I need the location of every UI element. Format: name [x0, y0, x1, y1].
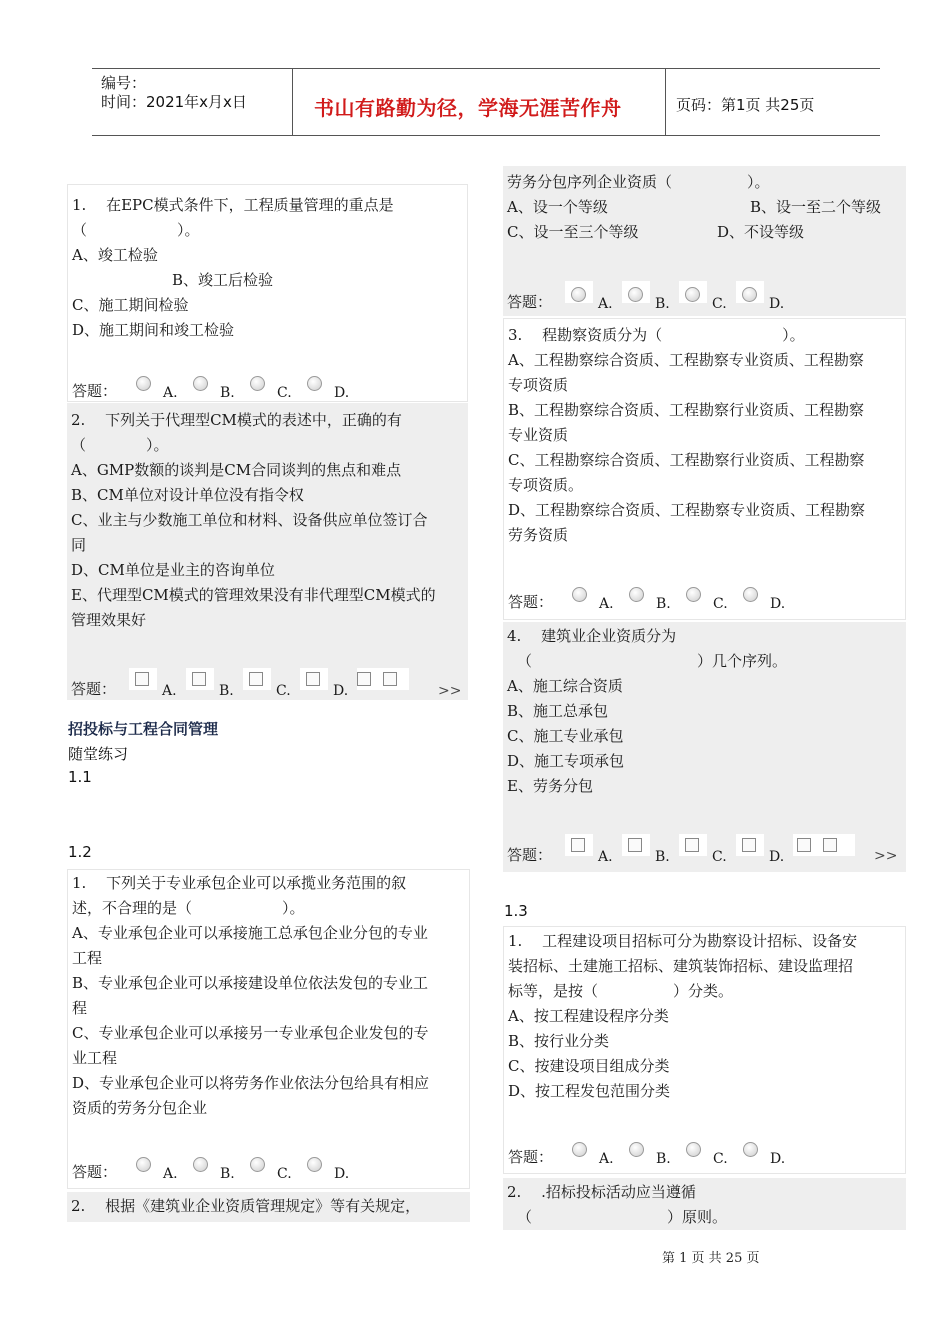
radio-icon[interactable]: [136, 376, 151, 391]
option-letter: B.: [656, 1151, 671, 1167]
option-c: C、施工期间检验: [72, 296, 189, 314]
answer-label: 答题：: [508, 593, 554, 611]
radio-icon[interactable]: [307, 1157, 322, 1172]
option-b: B、专业承包企业可以承接建设单位依法发包的专业工: [72, 974, 429, 992]
option-b: B、工程勘察综合资质、工程勘察行业资质、工程勘察: [508, 401, 865, 419]
answer-option-d[interactable]: [736, 291, 793, 315]
option-b: B、竣工后检验: [172, 271, 274, 289]
option-d-cont: 劳务资质: [508, 526, 569, 544]
radio-icon[interactable]: [686, 587, 701, 602]
option-c: C、施工专业承包: [507, 727, 624, 745]
question-stem: 1. 工程建设项目招标可分为勘察设计招标、设备安: [508, 932, 858, 950]
option-d-cont: 资质的劳务分包企业: [72, 1099, 208, 1117]
option-c: C、业主与少数施工单位和材料、设备供应单位签订合: [71, 511, 428, 529]
radio-icon[interactable]: [193, 376, 208, 391]
option-c: C、设一至三个等级: [507, 223, 639, 241]
option-letter: D.: [333, 683, 349, 699]
answer-option-b[interactable]: [186, 678, 243, 702]
answer-option-a[interactable]: [565, 844, 622, 868]
option-letter: A.: [163, 1166, 178, 1182]
option-e-cont: 管理效果好: [71, 611, 147, 629]
option-b: B、施工总承包: [507, 702, 609, 720]
option-letter: C.: [712, 296, 727, 312]
question-stem: 1. 在EPC模式条件下，工程质量管理的重点是: [72, 196, 394, 214]
option-letter: D.: [334, 1166, 350, 1182]
answer-option-b[interactable]: [623, 1146, 680, 1170]
option-b-cont: 程: [72, 999, 88, 1017]
checkbox-icon[interactable]: [306, 672, 320, 686]
option-letter: D.: [769, 849, 785, 865]
question-stem: 3. 程勘察资质分为（ ）。: [508, 326, 805, 344]
answer-row: [507, 843, 823, 868]
option-letter: A.: [599, 1151, 614, 1167]
answer-option-c[interactable]: [680, 1146, 737, 1170]
answer-label: 答题：: [507, 846, 553, 864]
page-footer: 第 1 页 共 25 页: [662, 1251, 760, 1266]
option-row-cd: [503, 220, 906, 245]
answer-row: [508, 590, 794, 615]
option-letter: C.: [713, 1151, 728, 1167]
option-d: D、按工程发包范围分类: [508, 1082, 671, 1100]
option-letter: C.: [276, 683, 291, 699]
option-a: A、GMP数额的谈判是CM合同谈判的焦点和难点: [71, 461, 402, 479]
answer-row: [508, 1145, 794, 1170]
checkbox-icon[interactable]: [571, 838, 585, 852]
answer-option-a[interactable]: [129, 678, 186, 702]
answer-option-d[interactable]: [737, 591, 794, 615]
option-a-cont: 专项资质: [508, 376, 569, 394]
radio-icon[interactable]: [629, 1142, 644, 1157]
option-letter: C.: [277, 385, 292, 401]
option-a: A、竣工检验: [72, 246, 158, 264]
question-card-bidding-classification: [503, 926, 906, 1174]
option-c-cont: 同: [71, 536, 87, 554]
checkbox-icon[interactable]: [135, 672, 149, 686]
option-c: C、工程勘察综合资质、工程勘察行业资质、工程勘察: [508, 451, 865, 469]
option-b-cont: 专业资质: [508, 426, 569, 444]
option-letter: C.: [712, 849, 727, 865]
checkbox-icon[interactable]: [249, 672, 263, 686]
header-page-info: 页码：第1页 共25页: [676, 96, 815, 114]
header-divider-1: [292, 68, 293, 136]
option-letter: C.: [713, 596, 728, 612]
question-stem-cont: 标等，是按（ ）分类。: [508, 982, 734, 1000]
question-stem-cont: （ ）。: [71, 436, 169, 454]
option-b: B、CM单位对设计单位没有指令权: [71, 486, 304, 504]
option-a: A、施工综合资质: [507, 677, 623, 695]
answer-row: [72, 1160, 358, 1185]
question-stem: 1. 下列关于专业承包企业可以承揽业务范围的叙: [72, 874, 407, 892]
answer-row: [72, 379, 358, 404]
checkbox-icon[interactable]: [797, 838, 811, 852]
radio-icon[interactable]: [628, 287, 643, 302]
answer-option-a[interactable]: [565, 291, 622, 315]
option-e: E、劳务分包: [507, 777, 593, 795]
practice-label: 随堂练习: [68, 745, 129, 763]
question-stem-cont: （ ）原则。: [517, 1208, 728, 1226]
question-stem: 劳务分包序列企业资质（ ）。: [507, 173, 770, 191]
header-bottom-border: [92, 135, 880, 136]
answer-option-a[interactable]: [566, 1146, 623, 1170]
answer-option-b[interactable]: [187, 1161, 244, 1185]
option-letter: D.: [769, 296, 785, 312]
answer-option-d[interactable]: [736, 844, 793, 868]
option-d: D、施工专项承包: [507, 752, 625, 770]
option-c: C、专业承包企业可以承接另一专业承包企业发包的专: [72, 1024, 429, 1042]
next-link[interactable]: >>: [874, 848, 898, 864]
option-letter: C.: [277, 1166, 292, 1182]
header-top-border: [92, 68, 880, 69]
question-card-bidding-principles: [503, 1178, 906, 1230]
radio-icon[interactable]: [307, 376, 322, 391]
option-a: A、设一个等级: [507, 198, 608, 216]
answer-option-c[interactable]: [679, 291, 736, 315]
question-stem-cont: 装招标、土建施工招标、建筑装饰招标、建设监理招: [508, 957, 854, 975]
answer-option-d[interactable]: [300, 678, 357, 702]
answer-option-c[interactable]: [680, 591, 737, 615]
section-number-1-2: 1.2: [68, 843, 92, 861]
radio-icon[interactable]: [686, 1142, 701, 1157]
checkbox-icon[interactable]: [823, 838, 837, 852]
question-card-qualification: [67, 1192, 470, 1222]
checkbox-icon[interactable]: [742, 838, 756, 852]
answer-option-b[interactable]: [623, 591, 680, 615]
option-letter: A.: [598, 296, 613, 312]
option-a: A、专业承包企业可以承接施工总承包企业分包的专业: [72, 924, 428, 942]
option-letter: A.: [598, 849, 613, 865]
checkbox-icon[interactable]: [628, 838, 642, 852]
option-d: D、施工期间和竣工检验: [72, 321, 235, 339]
option-e: E、代理型CM模式的管理效果没有非代理型CM模式的: [71, 586, 436, 604]
checkbox-icon[interactable]: [685, 838, 699, 852]
option-letter: D.: [770, 596, 786, 612]
radio-icon[interactable]: [571, 287, 586, 302]
option-d: D、不设等级: [717, 223, 805, 241]
radio-icon[interactable]: [629, 587, 644, 602]
header-time: 时间：2021年x月x日: [101, 93, 247, 111]
question-card-survey-qualification: [503, 318, 906, 620]
radio-icon[interactable]: [685, 287, 700, 302]
option-letter: A.: [599, 596, 614, 612]
question-card-construction-qualification: [503, 622, 906, 872]
checkbox-icon[interactable]: [192, 672, 206, 686]
question-stem: 2. .招标投标活动应当遵循: [507, 1183, 696, 1201]
option-a-cont: 工程: [72, 949, 103, 967]
header-number-label: 编号：: [101, 74, 147, 92]
option-c-cont: 业工程: [72, 1049, 118, 1067]
question-stem: 2. 下列关于代理型CM模式的表述中，正确的有: [71, 411, 402, 429]
answer-option-e[interactable]: [793, 844, 823, 868]
answer-label: 答题：: [507, 293, 553, 311]
answer-row: [71, 677, 387, 702]
option-b: B、设一至二个等级: [750, 198, 882, 216]
question-stem: 4. 建筑业企业资质分为: [507, 627, 677, 645]
answer-option-c[interactable]: [244, 380, 301, 404]
radio-icon[interactable]: [742, 287, 757, 302]
option-d: D、工程勘察综合资质、工程勘察专业资质、工程勘察: [508, 501, 866, 519]
option-d: D、专业承包企业可以将劳务作业依法分包给具有相应: [72, 1074, 430, 1092]
answer-option-d[interactable]: [301, 380, 358, 404]
section-number-1-1: 1.1: [68, 768, 92, 786]
option-letter: B.: [219, 683, 234, 699]
header-motto: 书山有路勤为径，学海无涯苦作舟: [314, 96, 622, 120]
answer-label: 答题：: [72, 382, 118, 400]
question-stem-cont: （ ）。: [72, 221, 200, 239]
answer-option-b[interactable]: [622, 844, 679, 868]
answer-label: 答题：: [71, 680, 117, 698]
radio-icon[interactable]: [743, 587, 758, 602]
option-letter: D.: [334, 385, 350, 401]
section-title: 招投标与工程合同管理: [68, 720, 219, 738]
option-letter: B.: [656, 596, 671, 612]
answer-option-c[interactable]: [243, 678, 300, 702]
option-letter: A.: [162, 683, 177, 699]
answer-option-c[interactable]: [679, 844, 736, 868]
radio-icon[interactable]: [743, 1142, 758, 1157]
radio-icon[interactable]: [250, 376, 265, 391]
answer-option-a[interactable]: [130, 1161, 187, 1185]
radio-icon[interactable]: [250, 1157, 265, 1172]
answer-option-d[interactable]: [301, 1161, 358, 1185]
question-stem: 2. 根据《建筑业企业资质管理规定》等有关规定，: [71, 1197, 421, 1215]
section-number-1-3: 1.3: [504, 902, 528, 920]
option-c: C、按建设项目组成分类: [508, 1057, 670, 1075]
option-letter: B.: [220, 385, 235, 401]
option-c-cont: 专项资质。: [508, 476, 584, 494]
answer-option-a[interactable]: [566, 591, 623, 615]
radio-icon[interactable]: [572, 587, 587, 602]
option-letter: B.: [655, 849, 670, 865]
checkbox-icon[interactable]: [383, 672, 397, 686]
question-card-cm: [67, 403, 468, 700]
radio-icon[interactable]: [572, 1142, 587, 1157]
answer-option-b[interactable]: [622, 291, 679, 315]
answer-option-d[interactable]: [737, 1146, 794, 1170]
answer-row: [507, 290, 793, 315]
option-letter: A.: [163, 385, 178, 401]
checkbox-icon[interactable]: [357, 672, 371, 686]
header-divider-2: [665, 68, 666, 136]
option-letter: B.: [655, 296, 670, 312]
question-card-labor-subcontract: [503, 166, 906, 316]
option-letter: D.: [770, 1151, 786, 1167]
radio-icon[interactable]: [193, 1157, 208, 1172]
option-a: A、工程勘察综合资质、工程勘察专业资质、工程勘察: [508, 351, 864, 369]
option-d: D、CM单位是业主的咨询单位: [71, 561, 275, 579]
option-b: B、按行业分类: [508, 1032, 610, 1050]
answer-option-b[interactable]: [187, 380, 244, 404]
question-card-specialty-contractor: [67, 869, 470, 1189]
question-stem-cont: 述，不合理的是（ ）。: [72, 899, 305, 917]
answer-label: 答题：: [72, 1163, 118, 1181]
option-row-ab: [503, 195, 906, 220]
answer-option-e[interactable]: [357, 678, 387, 702]
option-letter: B.: [220, 1166, 235, 1182]
next-link[interactable]: >>: [438, 683, 462, 699]
question-stem-cont: （ ）几个序列。: [517, 652, 788, 670]
answer-option-a[interactable]: [130, 380, 187, 404]
option-a: A、按工程建设程序分类: [508, 1007, 669, 1025]
question-card-epc: [67, 184, 468, 402]
answer-label: 答题：: [508, 1148, 554, 1166]
radio-icon[interactable]: [136, 1157, 151, 1172]
answer-option-c[interactable]: [244, 1161, 301, 1185]
